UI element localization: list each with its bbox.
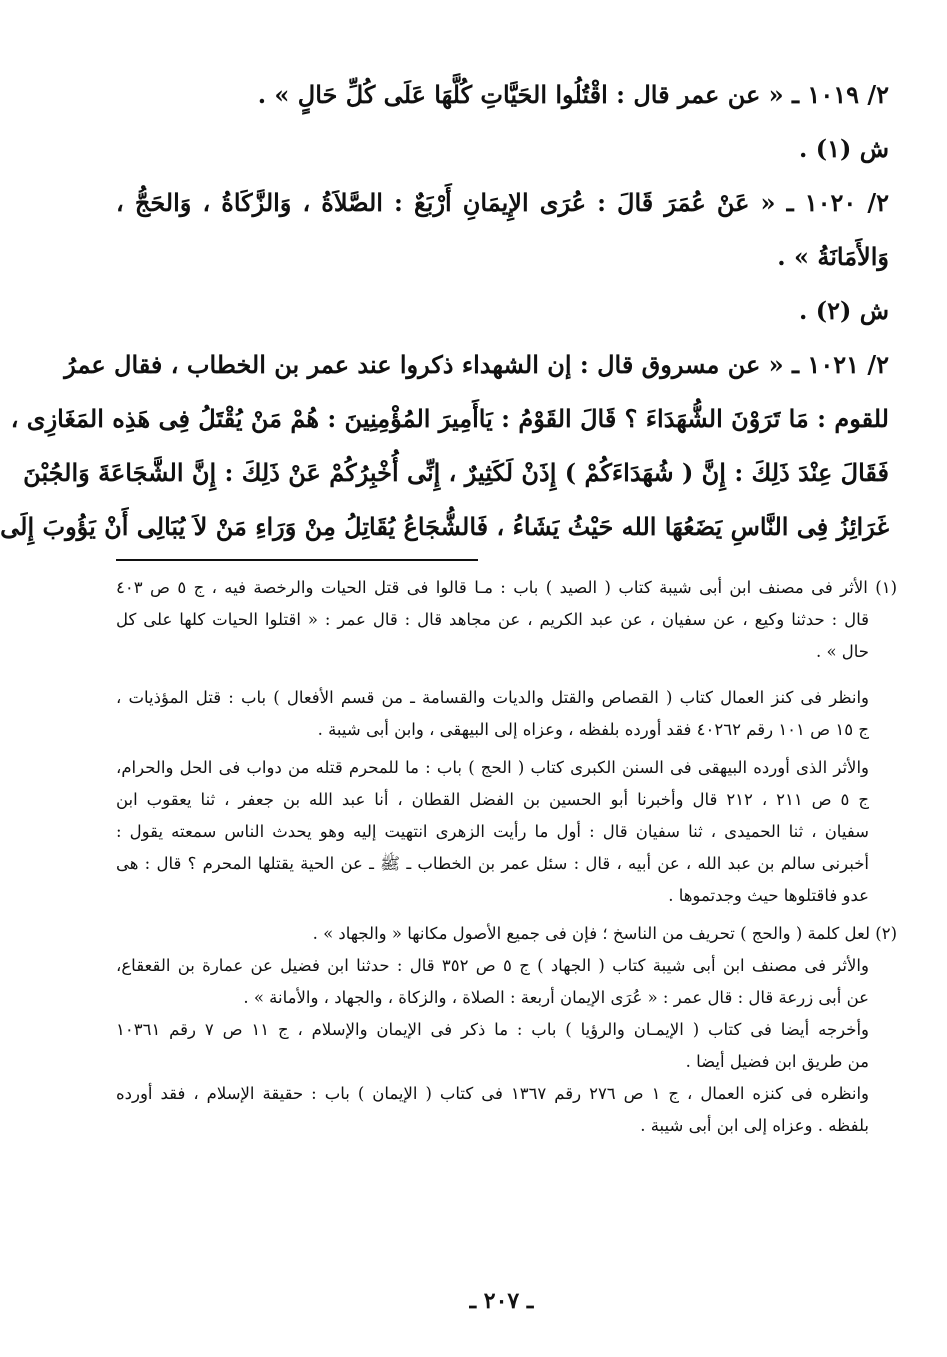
footnote-1c-line-3: سفيان ، ثنا الحميدى ، ثنا سفيان قال : أول ما رأيت الزهرى انتهيت إليه وهو يحدث الناس سمعته يقول : xyxy=(116,822,869,841)
footnote-2-line-1: (٢) لعل كلمة ( والحج ) تحريف من الناسخ ؛ فإن فى جميع الأصول مكانها « والجهاد » . xyxy=(312,924,897,943)
hadith-1019: ٢/ ١٠١٩ ـ « عن عمر قال : اقْتُلُوا الحَيَّاتِ كُلَّهَا عَلَى كُلِّ حَالٍ » . xyxy=(257,80,889,109)
footnote-1c-line-4: أخبرنى سالم بن عبد الله ، عن أبيه ، قال : سئل عمر بن الخطاب ـ ﷺ ـ عن الحية يقتلها المحرم ؟ قال : هى xyxy=(116,854,869,873)
footnote-1b-line-1: وانظر فى كنز العمال كتاب ( القصاص والقتل والديات والقسامة ـ من قسم الأفعال ) باب : قتل المؤذيات ، xyxy=(116,688,869,707)
footnote-2c-line-2: من طريق ابن فضيل أيضا . xyxy=(685,1052,869,1071)
footnote-2b-line-2: عن أبى زرعة قال : قال عمر : « عُرَى الإيمان أربعة : الصلاة ، والزكاة ، والجهاد ، والأمانة » . xyxy=(243,988,869,1007)
hadith-1021-line-3: فَقَالَ عِنْدَ ذَلِكَ : إِنَّ ( شُهَدَاءَكُمْ ) إِذَنْ لَكَثِيرٌ ، إِنِّى أُخْبِرُكُمْ عَنْ ذَلِكَ : إِنَّ الشَّجَاعَةَ وَالجُبْنَ xyxy=(23,458,889,487)
hadith-1020-line-2: وَالأَمَانَةُ » . xyxy=(777,242,889,271)
hadith-1021-line-1: ٢/ ١٠٢١ ـ « عن مسروق قال : إن الشهداء ذكروا عند عمر بن الخطاب ، فقال عمرُ xyxy=(64,350,889,379)
source-ref-1: ش (١) . xyxy=(799,134,889,163)
hadith-1021-line-4: غَرَائِزُ فِى النَّاسِ يَضَعُهَا الله حَيْثُ يَشَاءُ ، فَالشُّجَاعُ يُقَاتِلُ مِنْ وَرَاءِ مَنْ لاَ يُبَالِى أَنْ يَؤُوبَ إِلَى xyxy=(0,512,889,541)
footnote-2d-line-1: وانظره فى كنزه العمال ، ج ١ ص ٢٧٦ رقم ١٣٦٧ فى كتاب ( الإيمان ) باب : حقيقة الإسلام ، فقد أورده xyxy=(116,1084,869,1103)
footnote-2d-line-2: بلفظه . وعزاه إلى ابن أبى شيبة . xyxy=(640,1116,869,1135)
footnote-1-line-3: حال » . xyxy=(815,642,869,661)
footnote-2c-line-1: وأخرجه أيضا فى كتاب ( الإيمـان والرؤيا ) باب : ما ذكر فى الإيمان والإسلام ، ج ١١ ص ٧ رقم ١٠٣٦١ xyxy=(116,1020,869,1039)
footnotes xyxy=(116,572,897,1142)
footnote-separator xyxy=(116,559,478,561)
hadith-1020-line-1: ٢/ ١٠٢٠ ـ « عَنْ عُمَرَ قَالَ : عُرَى الإِيمَانِ أَرْبَعٌ : الصَّلاَةُ ، وَالزَّكَاةُ ، وَالحَجُّ ، xyxy=(116,188,889,217)
footnote-1c-line-5: عدو فاقتلوها حيث وجدتموها . xyxy=(668,886,869,905)
page-number: ـ ٢٠٧ ـ xyxy=(469,1288,534,1314)
footnote-1c-line-2: ج ٥ ص ٢١١ ، ٢١٢ قال وأخبرنا أبو الحسين بن الفضل القطان ، أنا عبد الله بن جعفر ، ثنا يعقوب ابن xyxy=(116,790,869,809)
footnote-2b-line-1: والأثر فى مصنف ابن أبى شيبة كتاب ( الجهاد ) ج ٥ ص ٣٥٢ قال : حدثنا ابن فضيل عن عمارة بن القعقاع، xyxy=(116,956,869,975)
footnote-1c-line-1: والأثر الذى أورده البيهقى فى السنن الكبرى كتاب ( الحج ) باب : ما للمحرم قتله من دواب فى الحل والحرام، xyxy=(116,758,869,777)
footnote-1-line-1: (١) الأثر فى مصنف ابن أبى شيبة كتاب ( الصيد ) باب : مـا قالوا فى قتل الحيات والرخصة فيه ، ج ٥ ص ٤٠٣ xyxy=(116,578,897,597)
hadith-text xyxy=(0,68,889,554)
footnote-1b-line-2: ج ١٥ ص ١٠١ رقم ٤٠٢٦٢ فقد أورده بلفظه ، وعزاه إلى البيهقى ، وابن أبى شيبة . xyxy=(317,720,869,739)
source-ref-2: ش (٢) . xyxy=(799,296,889,325)
footnote-1-line-2: قال : حدثنا وكيع ، عن سفيان ، عن عبد الكريم ، عن مجاهد قال : قال عمر : « اقتلوا الحيات كلها على كل xyxy=(116,610,869,629)
hadith-1021-line-2: للقوم : مَا تَرَوْنَ الشُّهَدَاءَ ؟ قَالَ القَوْمُ : يَاأَمِيرَ المُؤْمِنِينَ : هُمْ مَنْ يُقْتَلُ فِى هَذِه المَغَازِى ، xyxy=(10,404,889,433)
